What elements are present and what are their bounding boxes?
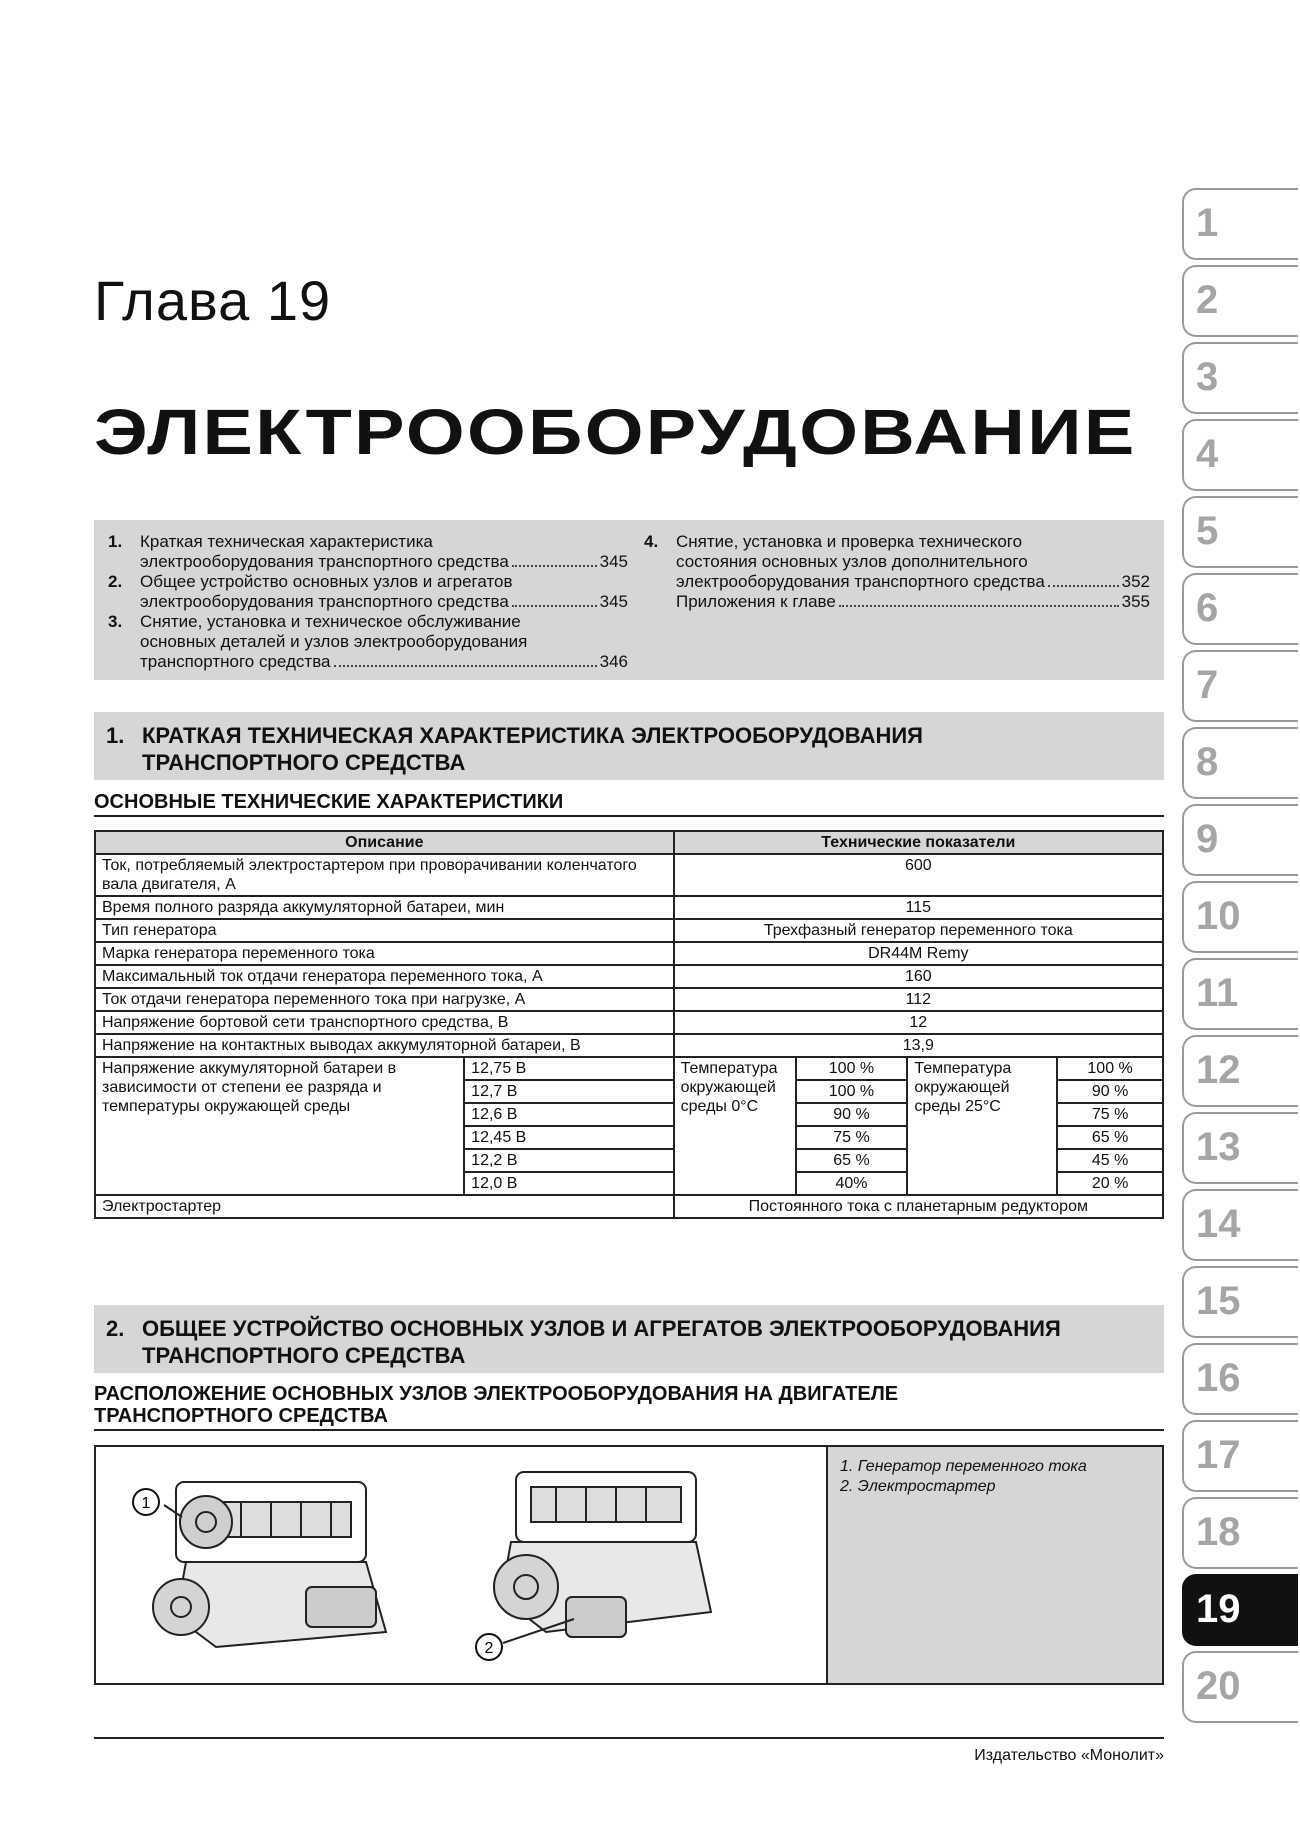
tab-chapter-4[interactable]: 4	[1182, 419, 1298, 491]
tab-chapter-17[interactable]: 17	[1182, 1420, 1298, 1492]
engine-left-view	[153, 1482, 386, 1647]
table-row: Электростартер Постоянного тока с планетарным редуктором	[95, 1195, 1163, 1218]
table-row: Напряжение аккумуляторной батареи в зависимости от степени ее разряда и температуры окружающей среды 12,75 В Температура окружающей среды 0°С 100 % Температура окружающей среды 25°С 100 %	[95, 1057, 1163, 1080]
toc-column-left	[108, 532, 628, 672]
tab-chapter-10[interactable]: 10	[1182, 881, 1298, 953]
layout-subheading: РАСПОЛОЖЕНИЕ ОСНОВНЫХ УЗЛОВ ЭЛЕКТРООБОРУДОВАНИЯ НА ДВИГАТЕЛЕ ТРАНСПОРТНОГО СРЕДСТВА	[94, 1383, 1164, 1431]
legend-item: 1. Генератор переменного тока	[840, 1458, 1087, 1475]
tab-chapter-2[interactable]: 2	[1182, 265, 1298, 337]
toc-page: 345	[599, 552, 628, 571]
callout-1: 1	[141, 1495, 151, 1512]
toc-item-1[interactable]: 1. Краткая техническая характеристика электрооборудования транспортного средства 345	[108, 532, 628, 571]
toc-page: 355	[1121, 592, 1150, 611]
tab-chapter-8[interactable]: 8	[1182, 727, 1298, 799]
chapter-contents	[94, 520, 1164, 680]
engine-right-view	[494, 1472, 711, 1643]
footer-divider	[94, 1737, 1164, 1739]
tab-chapter-19[interactable]: 19	[1182, 1574, 1298, 1646]
tab-chapter-9[interactable]: 9	[1182, 804, 1298, 876]
tab-chapter-3[interactable]: 3	[1182, 342, 1298, 414]
tab-chapter-18[interactable]: 18	[1182, 1497, 1298, 1569]
table-row: Время полного разряда аккумуляторной батареи, мин 115	[95, 896, 1163, 919]
tab-chapter-13[interactable]: 13	[1182, 1112, 1298, 1184]
toc-item-4[interactable]: 4. Снятие, установка и проверка технического состояния основных узлов дополнительного электрооборудования транспортного средства 352	[644, 532, 1150, 591]
tab-chapter-6[interactable]: 6	[1182, 573, 1298, 645]
section-2-heading: 2. ОБЩЕЕ УСТРОЙСТВО ОСНОВНЫХ УЗЛОВ И АГРЕГАТОВ ЭЛЕКТРООБОРУДОВАНИЯ ТРАНСПОРТНОГО СРЕДСТВА	[94, 1305, 1164, 1373]
toc-item-appendix[interactable]: Приложения к главе 355	[676, 592, 1150, 611]
table-row: Ток отдачи генератора переменного тока при нагрузке, А 112	[95, 988, 1163, 1011]
chapter-label: Глава 19	[94, 269, 332, 332]
table-row: 12,7 В 100 % 90 %	[95, 1080, 1163, 1103]
toc-item-2[interactable]: 2. Общее устройство основных узлов и агрегатов электрооборудования транспортного средства 345	[108, 572, 628, 611]
publisher-footer: Издательство «Монолит»	[974, 1747, 1164, 1764]
table-row: Ток, потребляемый электростартером при проворачивании коленчатого вала двигателя, А 600	[95, 854, 1163, 896]
tab-chapter-12[interactable]: 12	[1182, 1035, 1298, 1107]
table-row: Максимальный ток отдачи генератора переменного тока, А 160	[95, 965, 1163, 988]
specs-subheading: ОСНОВНЫЕ ТЕХНИЧЕСКИЕ ХАРАКТЕРИСТИКИ	[94, 791, 1164, 817]
column-header: Технические показатели	[674, 831, 1163, 854]
table-row: 12,45 В 75 % 65 %	[95, 1126, 1163, 1149]
table-row: Марка генератора переменного тока DR44M Remy	[95, 942, 1163, 965]
toc-item-3[interactable]: 3. Снятие, установка и техническое обслуживание основных деталей и узлов электрооборудования транспортного средства 346	[108, 612, 628, 671]
tab-chapter-14[interactable]: 14	[1182, 1189, 1298, 1261]
callout-2: 2	[484, 1640, 494, 1657]
figure-legend	[826, 1447, 1162, 1683]
engine-illustration	[96, 1447, 822, 1683]
tab-chapter-15[interactable]: 15	[1182, 1266, 1298, 1338]
toc-page: 346	[599, 652, 628, 671]
specs-table	[94, 830, 1164, 1219]
toc-page: 345	[599, 592, 628, 611]
tab-chapter-1[interactable]: 1	[1182, 188, 1298, 260]
table-header-row	[95, 831, 1163, 854]
tab-chapter-16[interactable]: 16	[1182, 1343, 1298, 1415]
legend-item: 2. Электростартер	[840, 1478, 996, 1495]
table-row: 12,0 В 40% 20 %	[95, 1172, 1163, 1195]
tab-chapter-5[interactable]: 5	[1182, 496, 1298, 568]
tab-chapter-7[interactable]: 7	[1182, 650, 1298, 722]
table-row: Тип генератора Трехфазный генератор переменного тока	[95, 919, 1163, 942]
temp0-label: Температура окружающей среды 0°С	[674, 1057, 796, 1195]
charge-label: Напряжение аккумуляторной батареи в зависимости от степени ее разряда и температуры окружающей среды	[95, 1057, 464, 1195]
section-1-heading: 1. КРАТКАЯ ТЕХНИЧЕСКАЯ ХАРАКТЕРИСТИКА ЭЛЕКТРООБОРУДОВАНИЯ ТРАНСПОРТНОГО СРЕДСТВА	[94, 712, 1164, 780]
chapter-title: ЭЛЕКТРООБОРУДОВАНИЕ	[94, 396, 1137, 468]
column-header: Описание	[95, 831, 674, 854]
table-row: Напряжение бортовой сети транспортного средства, В 12	[95, 1011, 1163, 1034]
toc-column-right	[644, 532, 1150, 612]
engine-figure	[94, 1445, 1164, 1685]
toc-page: 352	[1121, 572, 1150, 591]
table-row: 12,6 В 90 % 75 %	[95, 1103, 1163, 1126]
tab-chapter-11[interactable]: 11	[1182, 958, 1298, 1030]
temp25-label: Температура окружающей среды 25°С	[907, 1057, 1057, 1195]
tab-chapter-20[interactable]: 20	[1182, 1651, 1298, 1723]
table-row: Напряжение на контактных выводах аккумуляторной батареи, В 13,9	[95, 1034, 1163, 1057]
table-row: 12,2 В 65 % 45 %	[95, 1149, 1163, 1172]
